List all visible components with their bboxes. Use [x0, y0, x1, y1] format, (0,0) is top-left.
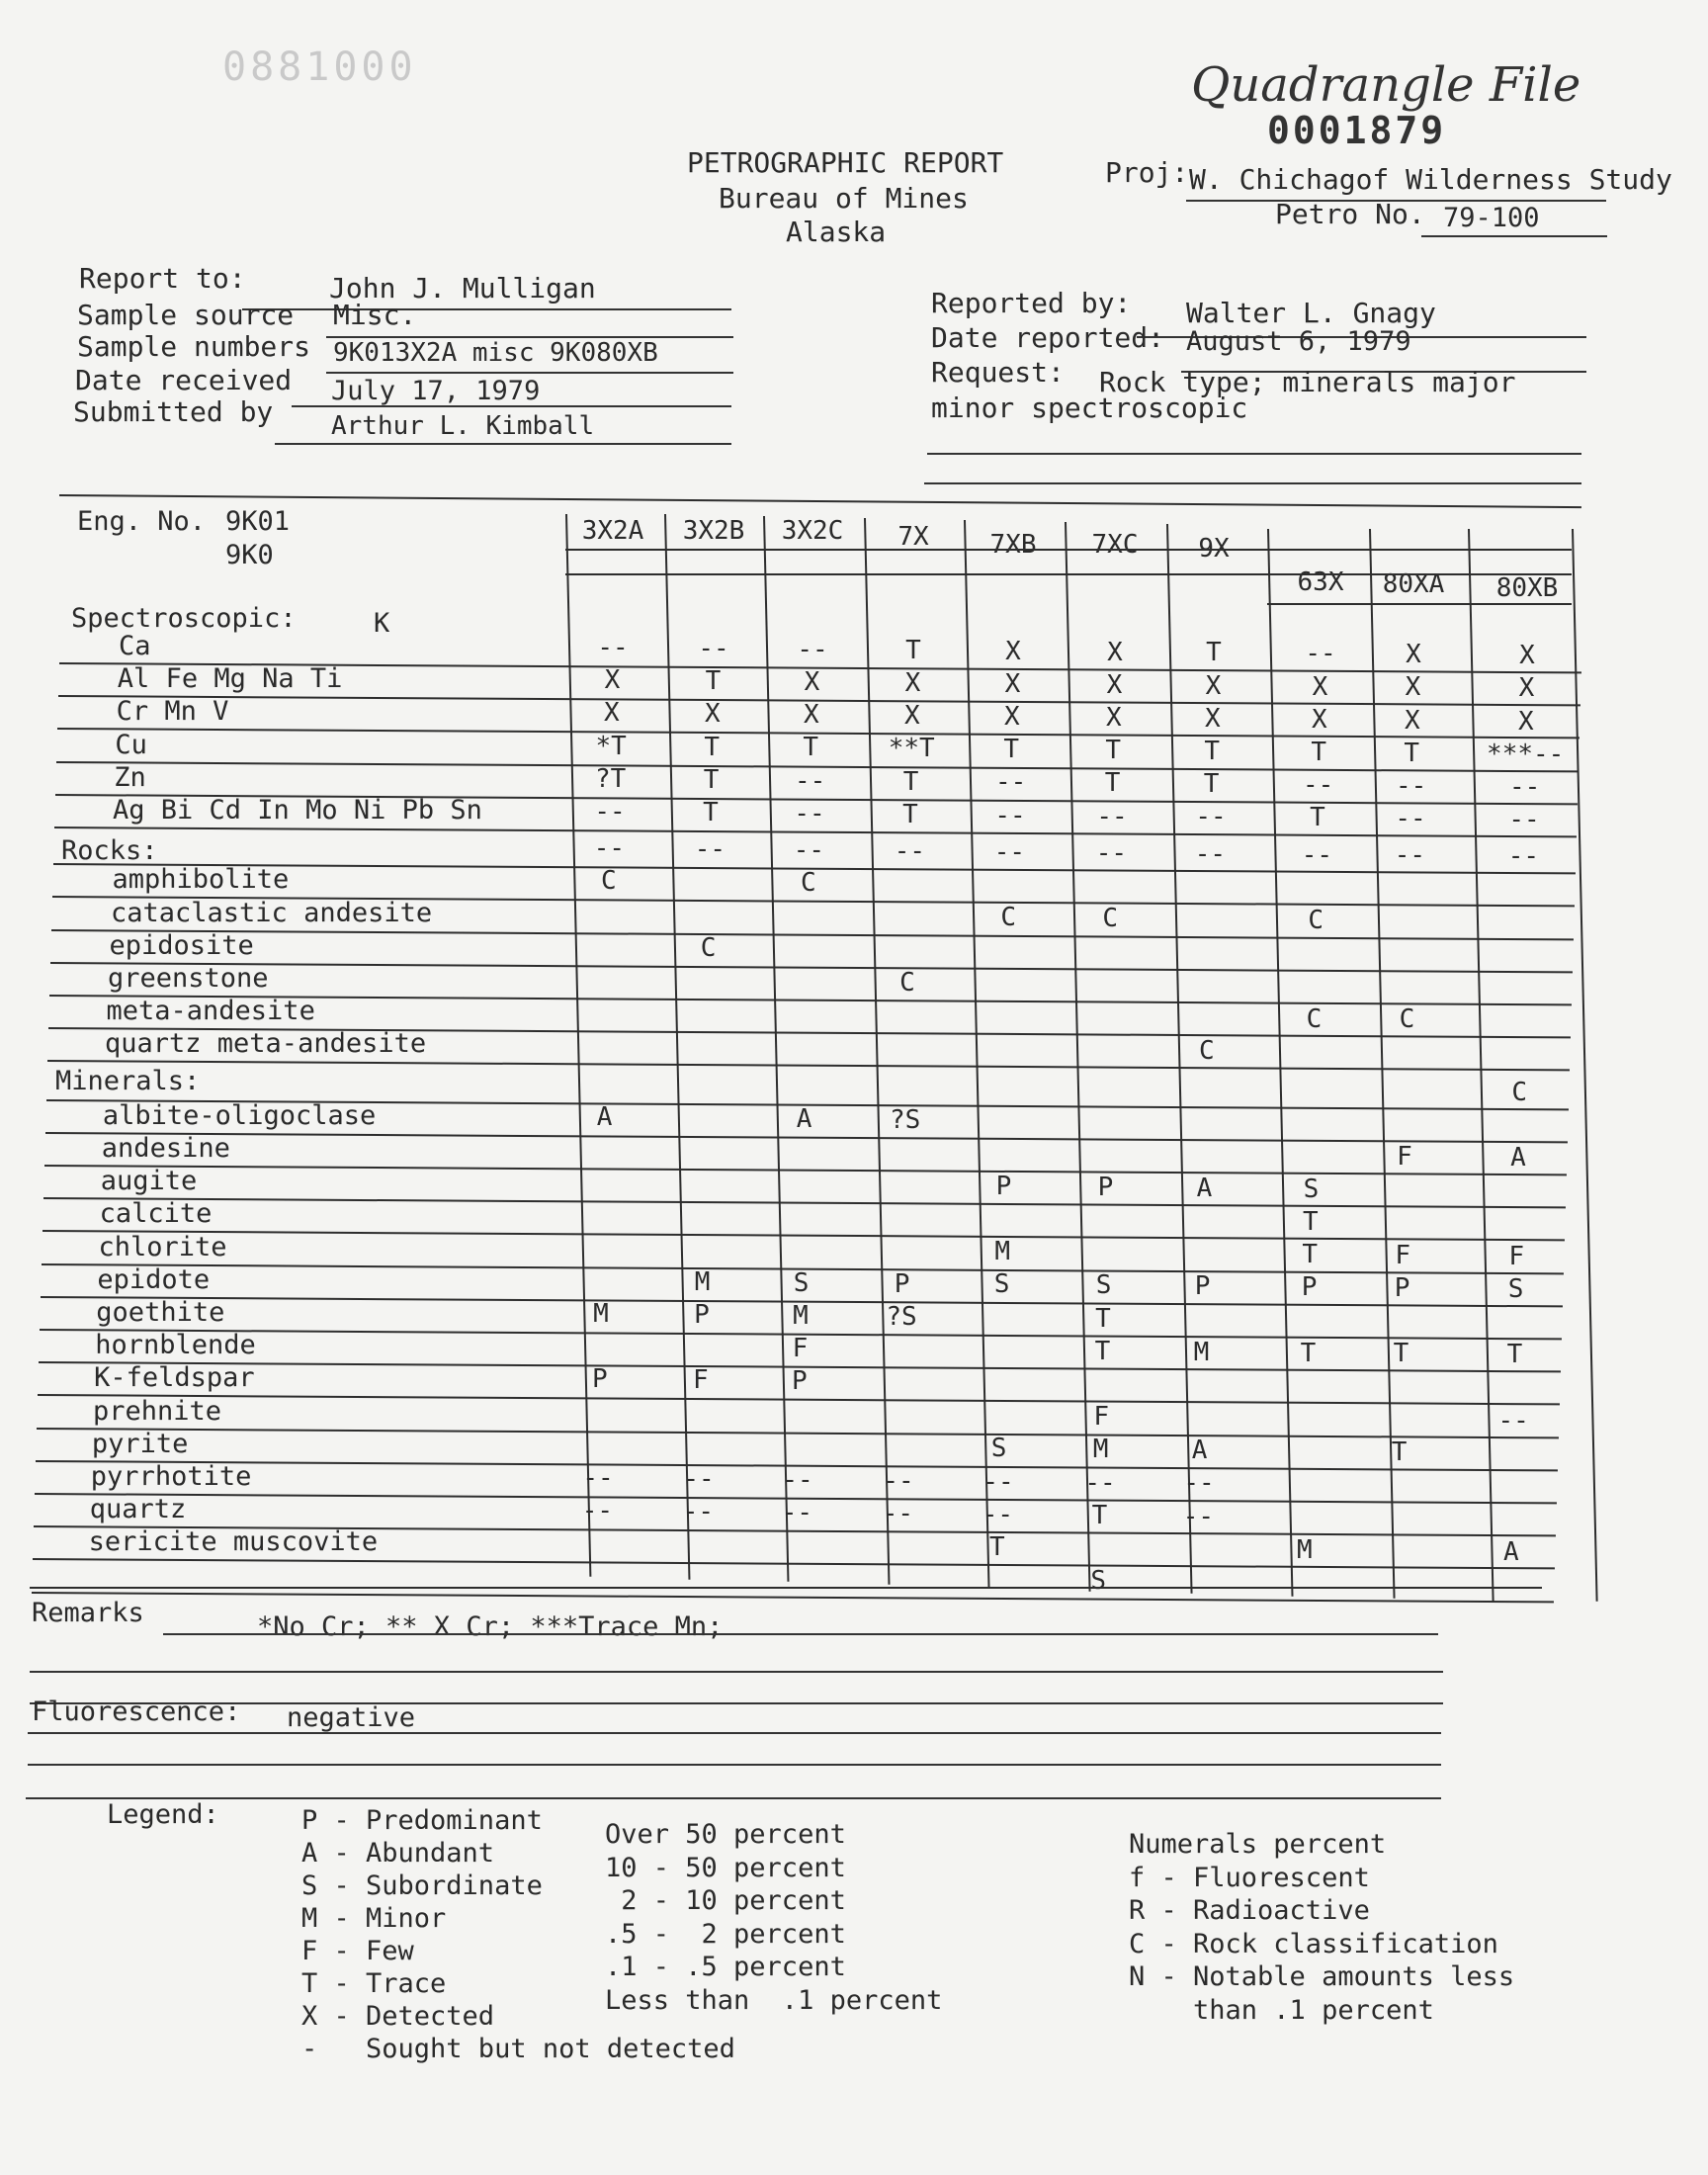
table-cell: F [792, 1334, 809, 1363]
legend-percent-item: Over 50 percent [605, 1819, 846, 1850]
row-label: pyrrhotite [90, 1461, 252, 1492]
table-cell: T [1095, 1303, 1111, 1334]
report-title: PETROGRAPHIC REPORT [687, 146, 1004, 179]
table-cell: P [1194, 1271, 1211, 1302]
table-cell: A [1510, 1143, 1526, 1174]
date-received-label: Date received [75, 364, 293, 396]
table-cell: P [591, 1364, 608, 1395]
table-cell: T [704, 732, 721, 762]
request-label: Request: [931, 356, 1065, 389]
spectroscopic-k-label: K [374, 608, 390, 639]
table-cell: T [902, 766, 919, 797]
legend-code-item: X - Detected [301, 2001, 495, 2032]
remarks-value: *No Cr; ** X Cr; ***Trace Mn; [257, 1611, 724, 1642]
legend-percent-item: 10 - 50 percent [605, 1852, 846, 1883]
table-cell: T [1105, 736, 1122, 766]
row-label: epidote [97, 1263, 211, 1295]
table-cell: -- [698, 633, 729, 663]
table-cell: -- [582, 1463, 614, 1493]
column-header: 7XC [1091, 530, 1139, 560]
legend-code-item: S - Subordinate [301, 1870, 543, 1901]
table-cell: X [704, 699, 721, 730]
table-cell: -- [982, 1499, 1014, 1529]
date-received-underline [292, 405, 731, 407]
row-label: amphibolite [112, 864, 290, 896]
faded-document-number: 0881000 [222, 44, 417, 90]
table-bottom-border [30, 1587, 1542, 1589]
table-cell: P [1301, 1272, 1318, 1303]
table-cell: -- [1508, 771, 1541, 802]
legend-code-item: M - Minor [301, 1903, 447, 1934]
sample-source-value: Misc. [333, 299, 417, 331]
table-cell: T [1404, 738, 1420, 768]
column-header: 3X2B [682, 516, 745, 546]
table-cell: T [1302, 1239, 1319, 1269]
column-header: 80XB [1495, 573, 1559, 603]
row-label: cataclastic andesite [111, 897, 433, 928]
table-cell: X [1003, 702, 1020, 732]
table-cell: X [1105, 702, 1122, 733]
table-cell: -- [1302, 770, 1334, 801]
table-cell: -- [694, 834, 726, 865]
table-cell: P [995, 1171, 1012, 1201]
table-cell: C [1198, 1035, 1215, 1066]
eng-no-label: Eng. No. [77, 506, 207, 537]
remarks-line-1 [163, 1633, 1438, 1635]
table-cell: X [1311, 704, 1327, 735]
table-cell: T [988, 1532, 1005, 1562]
table-cell: T [1302, 1206, 1319, 1237]
row-label: prehnite [93, 1395, 222, 1427]
remarks-line-2 [30, 1671, 1443, 1673]
table-cell: F [1093, 1402, 1110, 1433]
table-cell: -- [1497, 1405, 1529, 1436]
row-label: Ca [119, 631, 151, 661]
row-label: Cu [115, 729, 147, 760]
table-cell: -- [882, 1498, 914, 1528]
row-label: hornblende [95, 1330, 256, 1361]
table-cell: T [1506, 1340, 1523, 1370]
table-cell: -- [1183, 1468, 1215, 1499]
table-cell: S [990, 1434, 1007, 1464]
table-cell: S [793, 1267, 810, 1298]
fluorescence-value: negative [287, 1702, 416, 1733]
table-cell: X [1404, 705, 1420, 736]
legend-label: Legend: [107, 1799, 219, 1830]
sample-numbers-value: 9K013X2A misc 9K080XB [333, 338, 658, 368]
report-to-underline [242, 308, 731, 310]
table-cell: ?S [889, 1104, 921, 1135]
table-cell: T [902, 799, 918, 829]
table-cell: X [1205, 670, 1222, 701]
table-cell: A [1191, 1436, 1208, 1466]
row-label: quartz meta-andesite [105, 1028, 427, 1060]
legend-percent-item: .5 - 2 percent [605, 1918, 846, 1950]
table-cell: -- [1395, 804, 1426, 834]
rocks-header: Rocks: [61, 835, 158, 866]
table-cell: X [1406, 640, 1421, 670]
eng-no-prefix-2: 9K0 [225, 540, 274, 570]
table-cell: T [1204, 737, 1221, 766]
row-line [37, 1428, 1559, 1438]
table-cell: S [1095, 1270, 1112, 1301]
legend-right-item: C - Rock classification [1129, 1928, 1498, 1959]
table-cell: X [903, 701, 920, 732]
remarks-label: Remarks [32, 1598, 144, 1628]
table-cell: C [1399, 1004, 1415, 1035]
date-received-value: July 17, 1979 [331, 376, 541, 406]
remarks-line-3 [30, 1702, 1443, 1704]
table-cell: -- [1195, 802, 1227, 832]
table-cell: -- [994, 800, 1026, 830]
document-number-stamp: 0001879 [1267, 109, 1447, 152]
table-cell: A [1196, 1173, 1213, 1203]
table-cell: -- [1305, 639, 1336, 669]
project-value: W. Chichagof Wilderness Study [1189, 163, 1672, 196]
table-cell: C [800, 868, 816, 899]
header-divider [1267, 603, 1572, 605]
table-cell: C [1308, 905, 1324, 935]
table-cell: -- [1395, 771, 1427, 801]
table-cell: S [1303, 1174, 1320, 1204]
row-label: epidosite [109, 929, 254, 961]
table-cell: -- [883, 1465, 914, 1496]
table-cell: T [1206, 638, 1222, 668]
table-cell: C [600, 866, 617, 897]
table-cell: S [1090, 1566, 1107, 1597]
table-cell: **T [888, 734, 935, 764]
table-cell: P [791, 1366, 808, 1397]
fluorescence-line-3 [26, 1797, 1441, 1799]
state-name: Alaska [786, 216, 887, 248]
request-blank-line-2 [924, 482, 1581, 484]
table-cell: -- [993, 836, 1026, 867]
table-cell: F [1508, 1241, 1525, 1271]
row-label: andesine [101, 1133, 230, 1164]
table-cell: X [803, 700, 819, 731]
table-cell: T [905, 635, 921, 665]
table-cell: -- [794, 798, 825, 828]
row-label: albite-oligoclase [102, 1099, 377, 1131]
table-cell: T [1391, 1437, 1408, 1467]
request-blank-line-1 [927, 453, 1581, 455]
request-value-line2: minor spectroscopic [931, 392, 1248, 424]
sample-source-label: Sample source [77, 299, 295, 331]
row-label: greenstone [108, 963, 269, 994]
table-cell: C [1306, 1003, 1323, 1034]
petro-number-value: 79-100 [1443, 203, 1540, 233]
table-cell: S [1507, 1273, 1524, 1304]
legend-right-item: Numerals percent [1129, 1829, 1387, 1860]
header-divider [565, 549, 1572, 551]
submitted-by-underline [275, 443, 731, 445]
table-cell: F [692, 1365, 709, 1396]
table-cell: M [793, 1300, 809, 1331]
legend-code-item: P - Predominant [301, 1805, 543, 1836]
legend-percent-item: 2 - 10 percent [605, 1885, 846, 1916]
table-cell: A [596, 1101, 613, 1132]
table-cell: -- [894, 835, 926, 866]
table-cell: C [700, 932, 717, 963]
legend-code-item: A - Abundant [301, 1838, 495, 1869]
table-cell: P [1097, 1172, 1114, 1202]
table-cell: P [694, 1299, 710, 1330]
table-cell: C [1000, 903, 1017, 933]
table-cell: -- [793, 835, 825, 865]
table-cell: X [603, 698, 620, 729]
table-cell: -- [597, 633, 629, 662]
table-cell: T [703, 797, 719, 827]
table-cell: ?S [886, 1301, 917, 1332]
project-label: Proj: [1105, 156, 1189, 189]
table-cell: -- [1084, 1467, 1116, 1498]
table-cell: X [904, 667, 921, 698]
table-cell: X [1519, 641, 1535, 671]
sample-numbers-underline [326, 372, 733, 374]
table-cell: X [1405, 672, 1421, 703]
row-label: K-feldspar [94, 1362, 255, 1394]
column-header: 7X [897, 522, 929, 552]
column-header: 80XA [1382, 569, 1445, 599]
table-cell: -- [1182, 1501, 1215, 1531]
row-label: quartz [89, 1494, 187, 1525]
table-cell: -- [682, 1497, 715, 1527]
table-cell: T [1094, 1336, 1111, 1366]
table-cell: P [1394, 1273, 1410, 1303]
handwritten-quadrangle-file: Quadrangle File [1191, 57, 1581, 113]
row-label: chlorite [98, 1231, 227, 1262]
table-cell: C [899, 967, 915, 998]
table-cell: S [993, 1269, 1010, 1300]
table-cell: -- [593, 833, 626, 864]
row-label: Al Fe Mg Na Ti [117, 663, 343, 695]
legend-right-item: than .1 percent [1129, 1994, 1434, 2026]
header-divider [565, 573, 1572, 575]
row-label: Zn [114, 761, 146, 793]
table-cell: F [1395, 1240, 1411, 1270]
row-label: calcite [99, 1198, 213, 1230]
table-cell: T [1393, 1339, 1409, 1369]
table-cell: -- [1095, 837, 1128, 868]
table-cell: -- [1096, 801, 1128, 831]
table-cell: M [593, 1299, 609, 1329]
table-cell: X [1518, 673, 1535, 704]
table-cell: P [894, 1268, 910, 1299]
table-cell: X [804, 667, 820, 697]
fluorescence-line-2 [28, 1764, 1441, 1766]
spectroscopic-header: Spectroscopic: [71, 603, 297, 634]
table-cell: -- [683, 1463, 715, 1494]
request-value-line1: Rock type; minerals major [1099, 366, 1516, 398]
table-cell: X [1106, 669, 1123, 700]
report-to-label: Report to: [79, 262, 246, 295]
table-cell: T [803, 733, 819, 763]
table-cell: X [1312, 671, 1328, 702]
fluorescence-line-1 [28, 1732, 1441, 1734]
sample-numbers-label: Sample numbers [77, 330, 311, 363]
legend-code-item: - Sought but not detected [301, 2034, 735, 2064]
table-cell: -- [794, 765, 826, 796]
table-cell: T [1300, 1338, 1317, 1368]
legend-right-item: R - Radioactive [1129, 1895, 1370, 1926]
row-label: sericite muscovite [88, 1526, 379, 1558]
table-cell: T [1311, 737, 1327, 767]
table-cell: -- [1194, 838, 1227, 869]
minerals-header: Minerals: [55, 1066, 201, 1096]
table-cell: -- [581, 1496, 614, 1526]
table-cell: -- [1394, 840, 1426, 871]
table-cell: M [1193, 1337, 1210, 1367]
table-cell: F [1397, 1142, 1412, 1173]
table-cell: X [1107, 637, 1123, 667]
table-cell: -- [797, 634, 828, 664]
table-cell: C [1511, 1077, 1528, 1107]
row-label: Cr Mn V [116, 696, 229, 728]
row-label: meta-andesite [106, 996, 315, 1027]
table-cell: -- [982, 1466, 1014, 1497]
table-cell: T [1091, 1500, 1108, 1530]
table-cell: *T [595, 731, 627, 761]
table-cell: -- [782, 1464, 813, 1495]
report-to-value: John J. Mulligan [329, 272, 596, 304]
table-cell: -- [994, 767, 1027, 798]
column-header: 9X [1198, 534, 1230, 564]
table-cell: ?T [594, 763, 627, 794]
table-cell: -- [781, 1498, 813, 1527]
column-header: 3X2A [581, 516, 644, 546]
table-cell: X [1005, 636, 1021, 666]
table-cell: C [1102, 904, 1119, 934]
table-cell: T [1203, 769, 1220, 800]
table-cell: -- [594, 797, 626, 826]
row-label: goethite [96, 1297, 225, 1328]
row-line [50, 962, 1573, 973]
fluorescence-label: Fluorescence: [32, 1696, 241, 1727]
row-line [47, 1060, 1570, 1071]
table-cell: T [1310, 803, 1325, 833]
row-label: pyrite [91, 1428, 189, 1459]
column-header: 3X2C [781, 516, 844, 546]
table-cell: M [1092, 1435, 1109, 1465]
reported-by-value: Walter L. Gnagy [1186, 297, 1436, 329]
table-cell: M [994, 1237, 1011, 1267]
agency-name: Bureau of Mines [719, 182, 969, 215]
table-cell: -- [1508, 805, 1540, 835]
table-cell: X [1517, 706, 1534, 737]
table-cell: M [694, 1266, 711, 1297]
legend-percent-item: Less than .1 percent [605, 1984, 943, 2016]
table-cell: X [604, 665, 621, 696]
table-cell: T [703, 764, 720, 795]
table-cell: A [1502, 1536, 1519, 1567]
submitted-by-value: Arthur L. Kimball [331, 411, 595, 441]
table-cell: X [1004, 668, 1021, 699]
row-label: augite [100, 1166, 198, 1197]
row-line [32, 1592, 1554, 1603]
date-reported-label: Date reported: [931, 321, 1165, 354]
column-header: 63X [1297, 567, 1344, 597]
table-cell: A [796, 1103, 812, 1134]
legend-code-item: T - Trace [301, 1968, 447, 1999]
table-cell: X [1204, 703, 1221, 734]
legend-code-item: F - Few [301, 1936, 414, 1966]
petro-underline [1421, 235, 1607, 237]
table-cell: -- [1301, 839, 1333, 870]
reported-by-label: Reported by: [931, 287, 1132, 319]
table-cell: T [1104, 768, 1121, 799]
table-cell: T [1003, 735, 1020, 765]
legend-percent-item: .1 - .5 percent [605, 1952, 846, 1982]
row-label: Ag Bi Cd In Mo Ni Pb Sn [113, 795, 482, 826]
table-cell: ***-- [1487, 739, 1565, 769]
table-cell: -- [1507, 841, 1540, 872]
column-header: 7XB [989, 530, 1037, 560]
table-cell: T [705, 666, 722, 697]
submitted-by-label: Submitted by [73, 395, 274, 428]
date-reported-value: August 6, 1979 [1186, 326, 1411, 357]
legend-right-item: f - Fluorescent [1129, 1862, 1370, 1893]
eng-no-prefix-1: 9K01 [225, 506, 291, 537]
legend-right-item: N - Notable amounts less [1129, 1961, 1515, 1992]
table-cell: M [1296, 1534, 1313, 1565]
petro-number-label: Petro No. [1275, 198, 1425, 230]
